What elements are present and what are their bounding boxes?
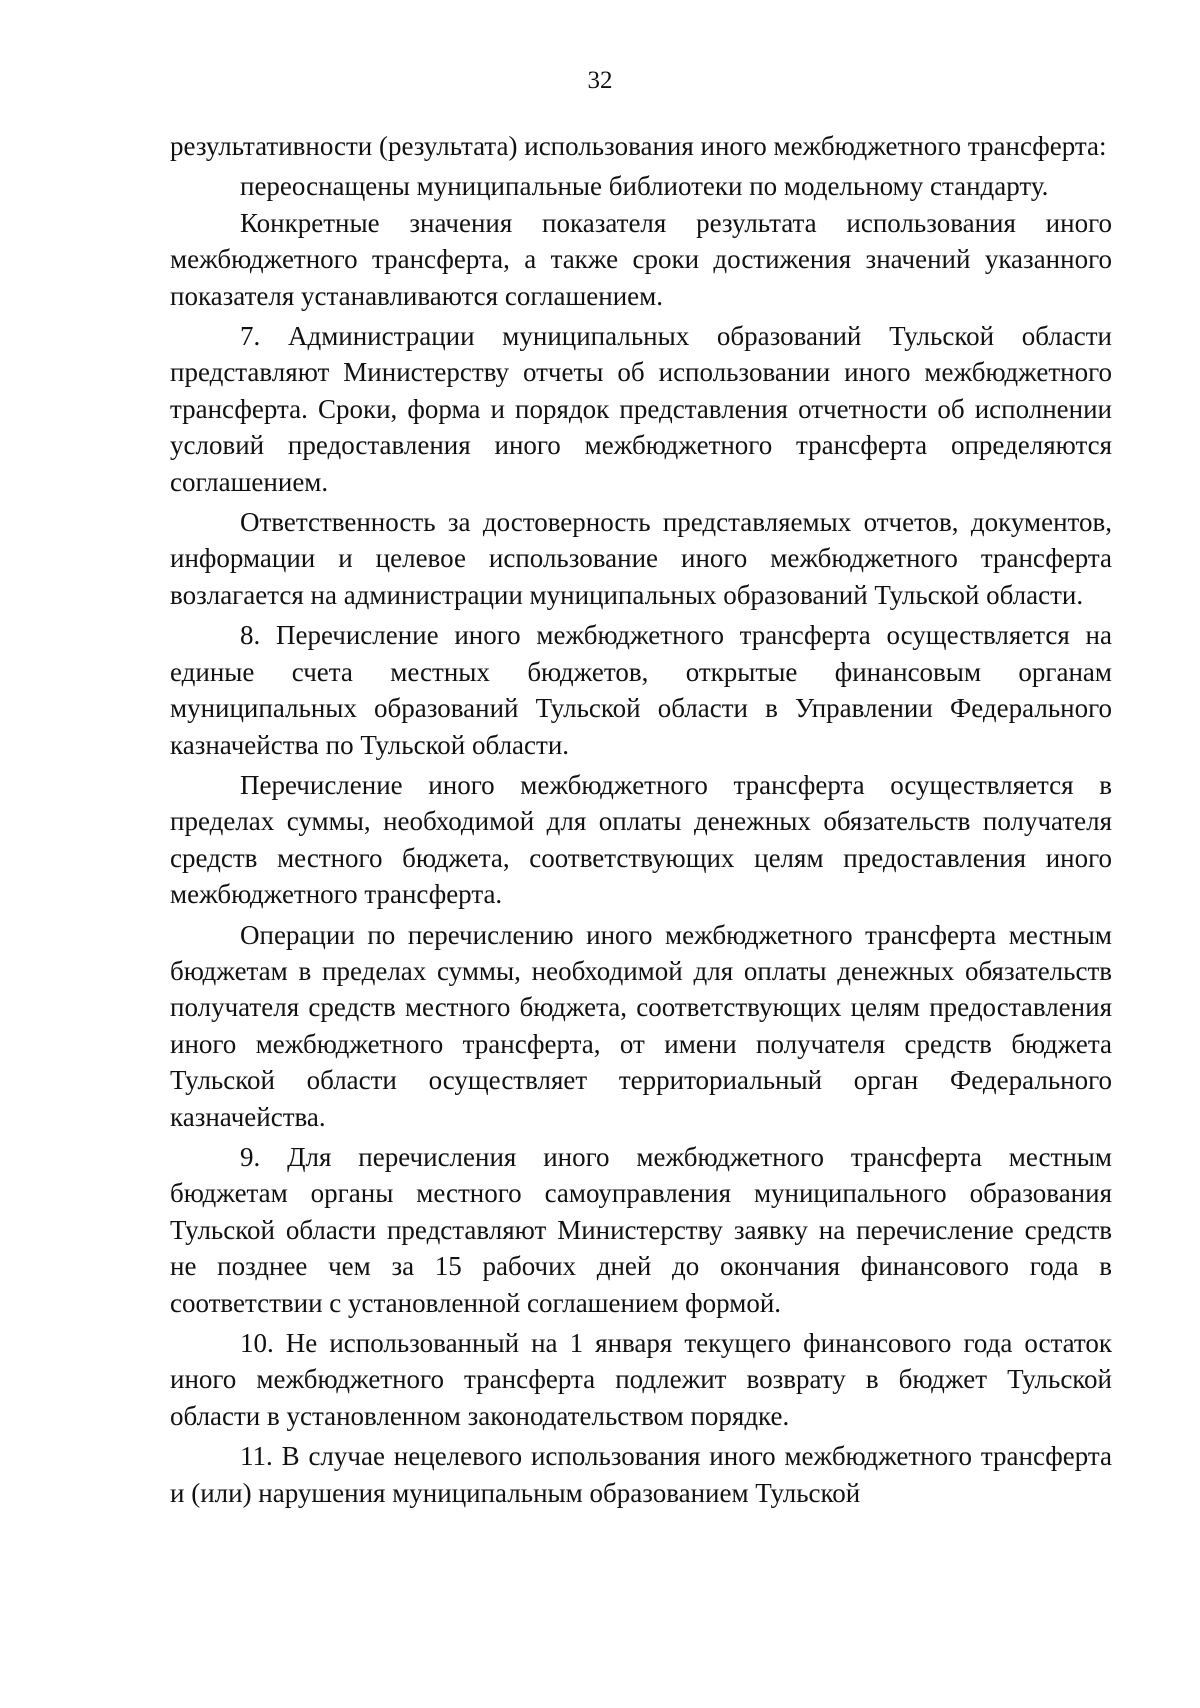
paragraph-item-7: 7. Администрации муниципальных образований Тульской области представляют Министерству отчеты об использовании иного межбюджетного трансферта. Сроки, форма и порядок представления отчетности об исполнении условий предоставления иного межбюджетного трансферта определяются соглашением.: [170, 321, 1112, 497]
paragraph-transfer-limits: Перечисление иного межбюджетного трансферта осуществляется в пределах суммы, необходимой для оплаты денежных обязательств получателя средств местного бюджета, соответствующих целям предоставления иного межбюджетного трансферта.: [170, 769, 1112, 910]
paragraph-item-10: 10. Не использованный на 1 января текущего финансового года остаток иного межбюджетного трансферта подлежит возврату в бюджет Тульской области в установленном законодательством порядке.: [170, 1328, 1112, 1431]
paragraph-result-indicator: переоснащены муниципальные библиотеки по модельному стандарту.: [240, 171, 1049, 202]
paragraph-indicator-values: Конкретные значения показателя результата использования иного межбюджетного трансферта, а также сроки достижения значений указанного показателя устанавливаются соглашением.: [170, 207, 1112, 311]
paragraph-item-9: 9. Для перечисления иного межбюджетного трансферта местным бюджетам органы местного самоуправления муниципального образования Тульской области представляют Министерству заявку на перечисление средств не позднее чем за 15 рабочих дней до окончания финансового года в соответствии с установленной соглашением формой.: [170, 1141, 1112, 1318]
document-body: [170, 128, 1112, 1511]
paragraph-transfer-operations: Операции по перечислению иного межбюджетного трансферта местным бюджетам в пределах суммы, необходимой для оплаты денежных обязательств получателя средств местного бюджета, соответствующих целям предоставления иного межбюджетного трансферта, от имени получателя средств бюджета Тульской области осуществляет территориальный орган Федерального казначейства.: [170, 919, 1112, 1132]
paragraph-responsibility: Ответственность за достоверность представляемых отчетов, документов, информации и целевое использование иного межбюджетного трансферта возлагается на администрации муниципальных образований Тульской области.: [170, 507, 1112, 610]
paragraph-item-8: 8. Перечисление иного межбюджетного трансферта осуществляется на единые счета местных бюджетов, открытые финансовым органам муниципальных образований Тульской области в Управлении Федерального казначейства по Тульской области.: [170, 620, 1112, 760]
paragraph-item-11: 11. В случае нецелевого использования иного межбюджетного трансферта и (или) нарушения муниципальным образованием Тульской: [170, 1441, 1112, 1508]
page-number: 32: [587, 67, 613, 94]
paragraph-continuation: результативности (результата) использования иного межбюджетного трансферта:: [170, 131, 1107, 161]
